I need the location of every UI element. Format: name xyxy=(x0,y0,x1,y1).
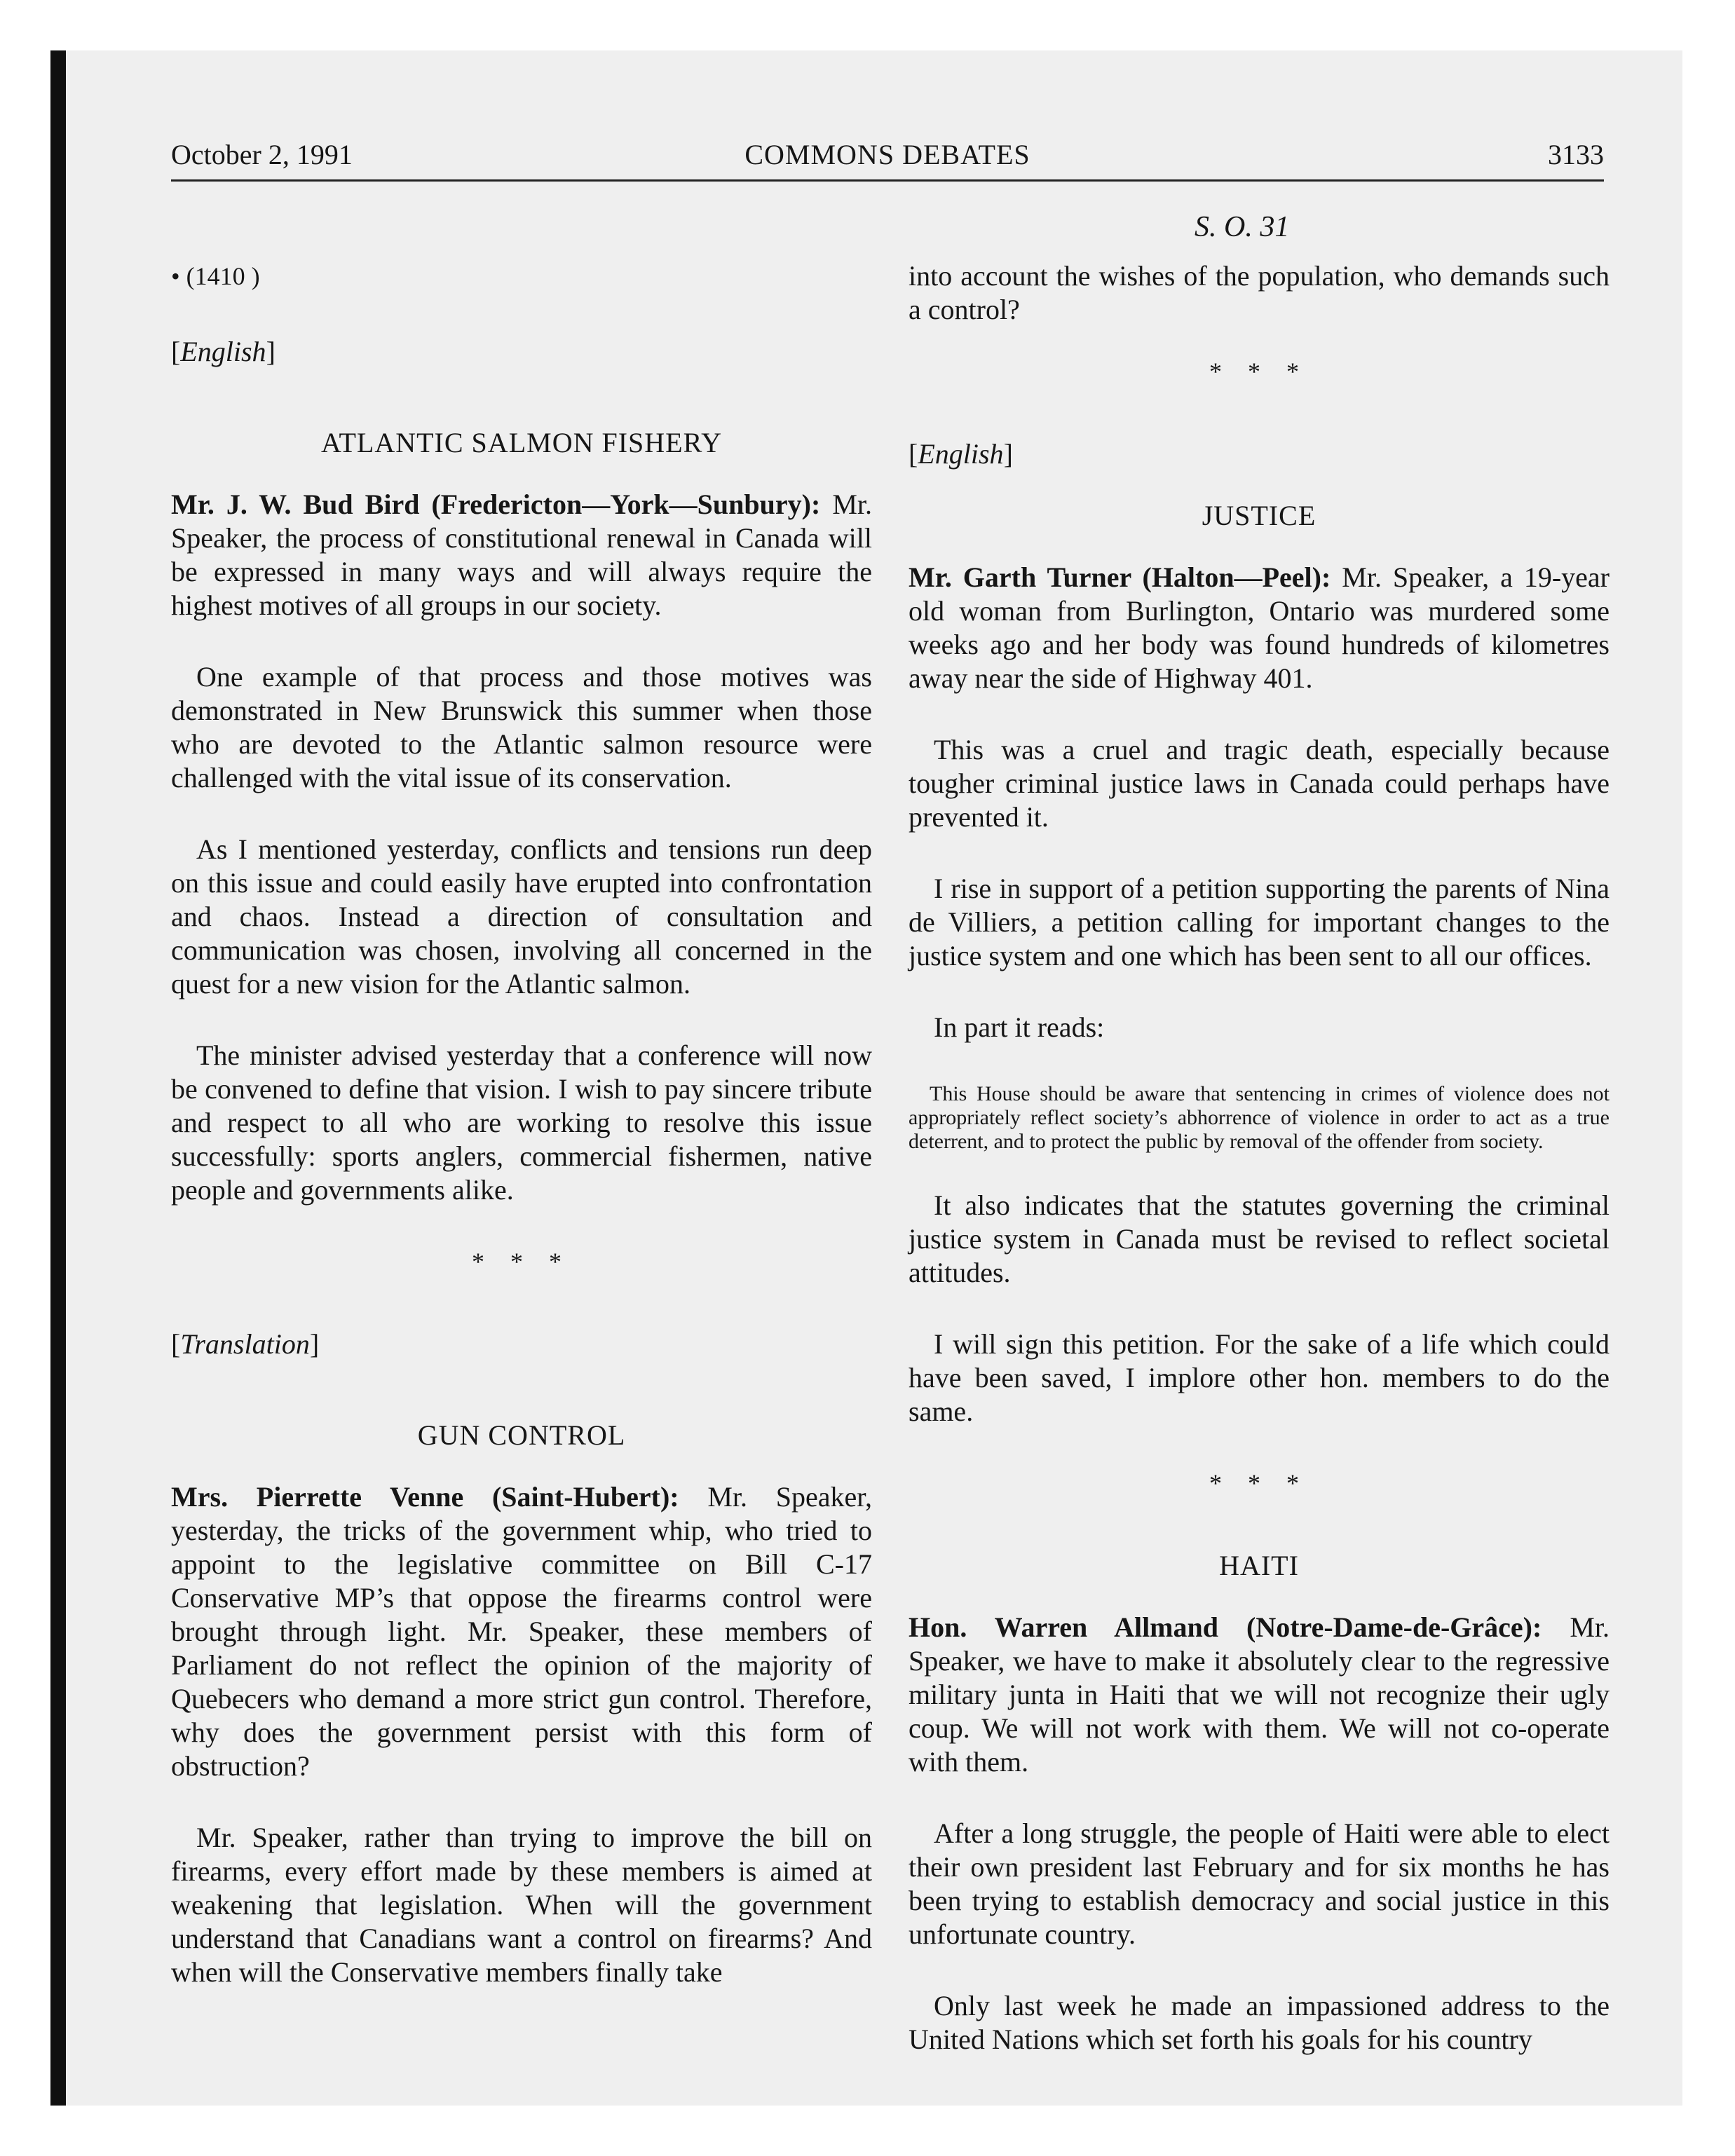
section-heading: ATLANTIC SALMON FISHERY xyxy=(321,427,722,458)
petition-quote: This House should be aware that sentencing in crimes of violence does not appropriately reflect society’s abhorrence of violence in order to act as a true deterrent, and to protect the public by removal of the offender from society. xyxy=(909,1082,1610,1153)
paragraph: Only last week he made an impassioned address to the United Nations which set forth his goals for his country xyxy=(909,1990,1610,2055)
paragraph: The minister advised yesterday that a conference will now be convened to define that vision. I wish to pay sincere tribute and respect to all who are working to resolve this issue successfully: sports anglers, commercial fishermen, native people and governments alike. xyxy=(171,1039,872,1206)
running-header xyxy=(171,130,1604,182)
section-separator: * * * xyxy=(1209,1469,1309,1497)
speaker-name: Mr. Garth Turner (Halton—Peel): xyxy=(909,561,1331,593)
language-marker-text: English xyxy=(918,438,1004,470)
paragraph: This was a cruel and tragic death, especially because tougher criminal justice laws in Canada could perhaps have prevented it. xyxy=(909,734,1610,833)
timecode: • (1410 ) xyxy=(171,262,260,290)
statement-paragraph xyxy=(909,561,1610,695)
paragraph: It also indicates that the statutes governing the criminal justice system in Canada must be revised to reflect societal attitudes. xyxy=(909,1189,1610,1288)
header-title: COMMONS DEBATES xyxy=(744,139,1030,170)
paragraph: into account the wishes of the population, who demands such a control? xyxy=(909,260,1610,325)
speaker-text: Mr. Speaker, we have to make it absolutely clear to the regressive military junta in Haiti that we will not recognize their ugly coup. We will not work with them. We will not co-operate with them. xyxy=(909,1611,1610,1778)
statement-paragraph xyxy=(171,488,872,622)
speaker-text: Mr. Speaker, a 19-year old woman from Burlington, Ontario was murdered some weeks ago and her body was found hundreds of kilometres away near the side of Highway 401. xyxy=(909,561,1610,694)
page-number: 3133 xyxy=(1548,139,1604,170)
section-separator: * * * xyxy=(1209,357,1309,386)
statement-paragraph xyxy=(171,1480,872,1783)
language-marker: [Translation] xyxy=(171,1328,320,1360)
paragraph: In part it reads: xyxy=(934,1011,1105,1043)
section-separator: * * * xyxy=(472,1248,571,1276)
paragraph: I will sign this petition. For the sake of a life which could have been saved, I implore other hon. members to do the same. xyxy=(909,1328,1610,1427)
speaker-text: Mr. Speaker, yesterday, the tricks of the government whip, who tried to appoint to the legislative committee on Bill C-17 Conservative MP’s that oppose the firearms control were brought through light. Mr. Speaker, these members of Parliament do not reflect the opinion of the majority of Quebecers who demand a more strict gun control. Therefore, why does the government persist with this form of obstruction? xyxy=(171,1481,873,1782)
paragraph: I rise in support of a petition supporting the parents of Nina de Villiers, a petition calling for important changes to the justice system and one which has been sent to all our offices. xyxy=(909,873,1610,971)
speaker-name: Hon. Warren Allmand (Notre-Dame-de-Grâce): xyxy=(909,1611,1542,1643)
right-column xyxy=(909,259,1610,2094)
section-heading: HAITI xyxy=(1219,1550,1299,1581)
section-heading: JUSTICE xyxy=(1202,500,1316,531)
speaker-name: Mr. J. W. Bud Bird (Fredericton—York—Sunbury): xyxy=(171,489,821,520)
paragraph: After a long struggle, the people of Haiti were able to elect their own president last February and for six months he has been trying to establish democracy and social justice in this unfortunate country. xyxy=(909,1817,1610,1950)
standing-order-label: S. O. 31 xyxy=(1195,211,1290,243)
left-column xyxy=(171,259,872,2027)
language-marker: [English] xyxy=(171,336,275,367)
statement-paragraph xyxy=(909,1611,1610,1779)
header-date: October 2, 1991 xyxy=(171,139,353,170)
language-marker-text: Translation xyxy=(180,1328,310,1360)
paragraph: As I mentioned yesterday, conflicts and tensions run deep on this issue and could easily have erupted into confrontation and chaos. Instead a direction of consultation and communication was chosen, involving all concerned in the quest for a new vision for the Atlantic salmon. xyxy=(171,833,872,999)
speaker-text: Mr. Speaker, the process of constitutional renewal in Canada will be expressed in many ways and will always require the highest motives of all groups in our society. xyxy=(171,489,872,621)
language-marker-text: English xyxy=(180,336,266,367)
section-heading: GUN CONTROL xyxy=(417,1419,626,1451)
language-marker: [English] xyxy=(909,438,1013,470)
speaker-name: Mrs. Pierrette Venne (Saint-Hubert): xyxy=(171,1481,679,1513)
paragraph: Mr. Speaker, rather than trying to improve the bill on firearms, every effort made by these members is aimed at weakening that legislation. When will the government understand that Canadians want a control on firearms? And when will the Conservative members finally take xyxy=(171,1822,872,1988)
paragraph: One example of that process and those motives was demonstrated in New Brunswick this summer when those who are devoted to the Atlantic salmon resource were challenged with the vital issue of its conservation. xyxy=(171,661,872,793)
